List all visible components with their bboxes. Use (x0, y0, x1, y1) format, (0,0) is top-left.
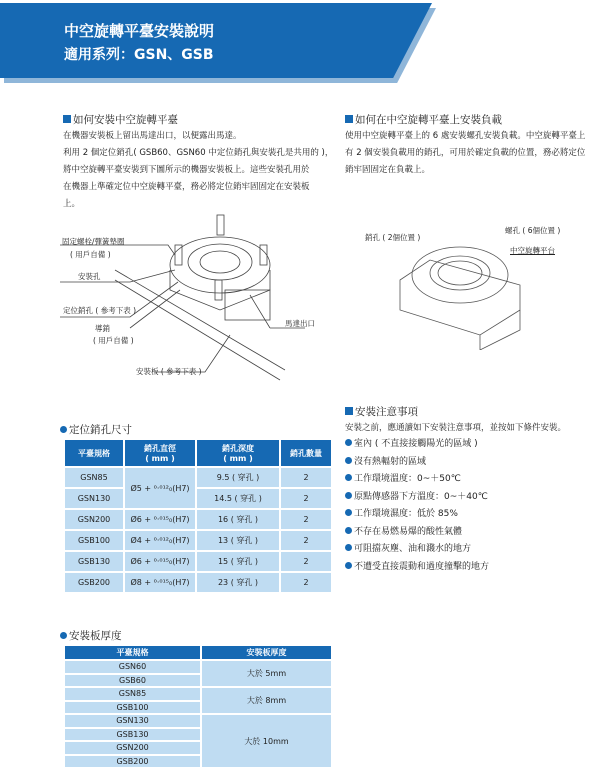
table-row: GSB100 Ø4 + ⁰·⁰¹²₀(H7) 13 ( 穿孔 ) 2 (64, 530, 332, 551)
table-row: GSN200 (64, 741, 332, 755)
label-rotary-table: 中空旋轉平台 (510, 246, 555, 255)
label-guide-note: ( 用戶自備 ) (93, 336, 134, 345)
heading-text: 定位銷孔尺寸 (69, 424, 132, 436)
table-row: GSB60 (64, 674, 332, 688)
list-item: 沒有熱輻射的區域 (345, 454, 605, 472)
label-motor-exit: 馬達出口 (285, 319, 315, 328)
label-pin-holes: 銷孔 ( 2個位置 ) (365, 233, 421, 242)
list-item: 可阻擋灰塵、油和濺水的地方 (345, 541, 605, 559)
notes-intro: 安裝之前，應通讀如下安裝注意事項，並按如下條件安裝。 (345, 423, 567, 433)
square-bullet-icon (345, 115, 353, 123)
label-screw-holes: 螺孔 ( 6個位置 ) (505, 226, 561, 235)
table-row: GSB130 Ø6 + ⁰·⁰¹⁵₀(H7) 15 ( 穿孔 ) 2 (64, 551, 332, 572)
table-row: GSB100 (64, 701, 332, 715)
paragraph-line: 在機器安裝板上留出馬達出口，以便露出馬達。 (63, 131, 242, 141)
column-header: 平臺規格 (64, 645, 201, 660)
plate-thickness-table (63, 644, 333, 769)
label-bolt: 固定螺栓/彈簧墊圈 (62, 237, 125, 246)
table-row: GSN130 14.5 ( 穿孔 ) 2 (64, 488, 332, 509)
dot-bullet-icon (60, 426, 67, 433)
table-row: GSB130 (64, 728, 332, 742)
install-section (63, 112, 338, 213)
table-row: GSN200 Ø6 + ⁰·⁰¹⁵₀(H7) 16 ( 穿孔 ) 2 (64, 509, 332, 530)
paragraph-line: 有 2 個安裝負載用的銷孔，可用於確定負載的位置，務必將定位 (345, 148, 586, 158)
load-section (345, 112, 610, 179)
notes-list (345, 436, 605, 576)
section-heading: 如何安裝中空旋轉平臺 (73, 114, 178, 126)
section-heading: 安裝注意事項 (355, 406, 418, 418)
plate-table-heading (60, 628, 122, 644)
column-header: 銷孔數量 (280, 439, 332, 467)
page-title: 中空旋轉平臺安裝說明 (64, 22, 215, 40)
column-header: 平臺規格 (64, 439, 124, 467)
label-guide-pin: 導銷 (95, 324, 110, 333)
column-header: 安裝板厚度 (201, 645, 332, 660)
heading-text: 安裝板厚度 (69, 630, 122, 642)
table-row: GSN85 大於 8mm (64, 687, 332, 701)
square-bullet-icon (63, 115, 71, 123)
table-row: GSN85 Ø5 + ⁰·⁰¹²₀(H7) 9.5 ( 穿孔 ) 2 (64, 467, 332, 488)
notes-section (345, 404, 605, 576)
paragraph-line: 將中空旋轉平臺安裝到下圖所示的機器安裝板上。這些安裝孔用於 (63, 165, 310, 175)
page-subtitle: 適用系列：GSN、GSB (64, 47, 214, 63)
paragraph-line: 上。 (63, 199, 81, 209)
table-row: GSN60 大於 5mm (64, 660, 332, 674)
table-row: GSB200 Ø8 + ⁰·⁰¹⁵₀(H7) 23 ( 穿孔 ) 2 (64, 572, 332, 593)
list-item: 原點傳感器下方溫度：0~＋40℃ (345, 489, 605, 507)
table-row: GSB200 (64, 755, 332, 769)
label-plate: 安裝板 ( 參考下表 ) (136, 367, 202, 376)
section-heading: 如何在中空旋轉平臺上安裝負載 (355, 114, 502, 126)
list-item: 不遭受直接震動和過度撞擊的地方 (345, 559, 605, 577)
pin-table-heading (60, 422, 132, 438)
pin-hole-table (63, 438, 333, 594)
load-diagram (390, 240, 530, 350)
column-header: 銷孔直徑 ( mm ) (124, 439, 196, 467)
list-item: 不存在易燃易爆的酸性氣體 (345, 524, 605, 542)
column-header: 銷孔深度 ( mm ) (196, 439, 280, 467)
paragraph-line: 使用中空旋轉平臺上的 6 處安裝螺孔安裝負載。中空旋轉平臺上 (345, 131, 586, 141)
label-bolt-note: ( 用戶自備 ) (70, 250, 111, 259)
label-pin-hole: 定位銷孔 ( 參考下表 ) (63, 306, 137, 315)
list-item: 室內 ( 不直接接觸陽光的區域 ) (345, 436, 605, 454)
paragraph-line: 利用 2 個定位銷孔( GSB60、GSN60 中定位銷孔與安裝孔是共用的 )， (63, 148, 334, 158)
label-mounting-hole: 安裝孔 (78, 272, 101, 281)
square-bullet-icon (345, 407, 353, 415)
dot-bullet-icon (60, 632, 67, 639)
paragraph-line: 在機器上準確定位中空旋轉平臺，務必將定位銷牢固固定在安裝板 (63, 182, 310, 192)
table-row: GSN130 大於 10mm (64, 714, 332, 728)
list-item: 工作環境溫度：0~＋50℃ (345, 471, 605, 489)
list-item: 工作環境濕度：低於 85% (345, 506, 605, 524)
paragraph-line: 銷牢固固定在負載上。 (345, 165, 431, 175)
